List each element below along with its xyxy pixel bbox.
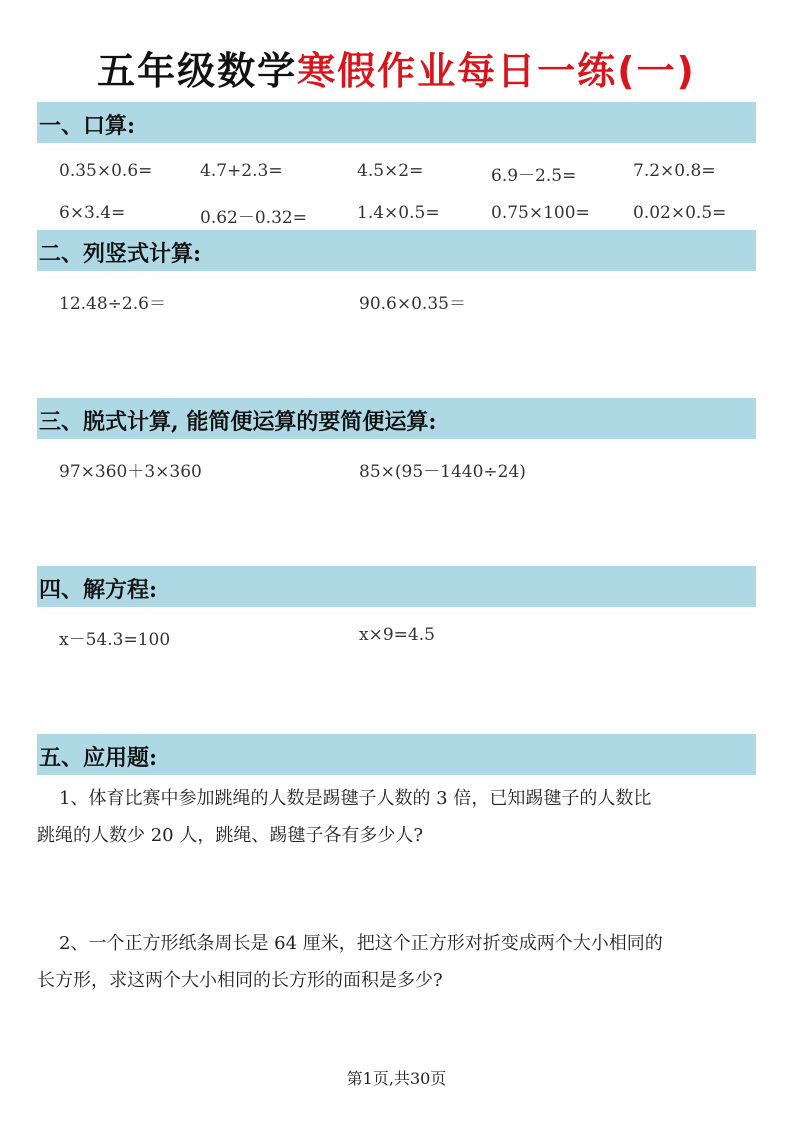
oral-item: 0.02×0.5= [633,203,727,223]
section-header-oral [37,102,756,143]
vertical-problem: 90.6×0.35＝ [359,294,466,314]
section-header-vertical [37,230,756,271]
oral-item: 4.7+2.3= [200,161,283,181]
word-problem [37,925,663,999]
oral-item: 6×3.4= [59,203,126,223]
stepwise-problem: 85×(95－1440÷24) [359,462,526,482]
word-problem-line: 2、一个正方形纸条周长是 64 厘米，把这个正方形对折变成两个大小相同的 [59,933,663,954]
word-problem-line: 跳绳的人数少 20 人，跳绳、踢毽子各有多少人? [37,825,423,846]
title-black-part: 五年级数学 [97,49,298,93]
section-heading: 四、解方程: [39,577,158,603]
vertical-problem: 12.48÷2.6＝ [59,294,166,314]
oral-item: 0.75×100= [491,203,590,223]
section-header-equations [37,566,756,607]
oral-item: 0.35×0.6= [59,161,153,181]
page-number: 第1页,共30页 [346,1069,447,1088]
equation: x－54.3=100 [59,630,171,650]
section-header-word-problems [37,734,756,775]
section-heading: 一、口算: [39,113,136,139]
section-heading: 二、列竖式计算: [39,241,202,267]
word-problem-line: 长方形，求这两个大小相同的长方形的面积是多少? [37,970,443,991]
stepwise-problem: 97×360＋3×360 [59,462,202,482]
oral-item: 6.9－2.5= [491,166,577,186]
section-heading: 五、应用题: [39,745,158,771]
oral-item: 1.4×0.5= [357,203,440,223]
word-problem [37,780,651,854]
equation: x×9=4.5 [359,625,435,645]
oral-item: 4.5×2= [357,161,424,181]
page-title [0,40,793,95]
oral-item: 0.62－0.32= [200,208,307,228]
oral-item: 7.2×0.8= [633,161,716,181]
title-red-part: 寒假作业每日一练(一) [297,49,696,93]
word-problem-line: 1、体育比赛中参加跳绳的人数是踢毽子人数的 3 倍，已知踢毽子的人数比 [59,788,652,809]
section-heading: 三、脱式计算, 能简便运算的要简便运算: [39,409,437,435]
section-header-stepwise [37,398,756,439]
